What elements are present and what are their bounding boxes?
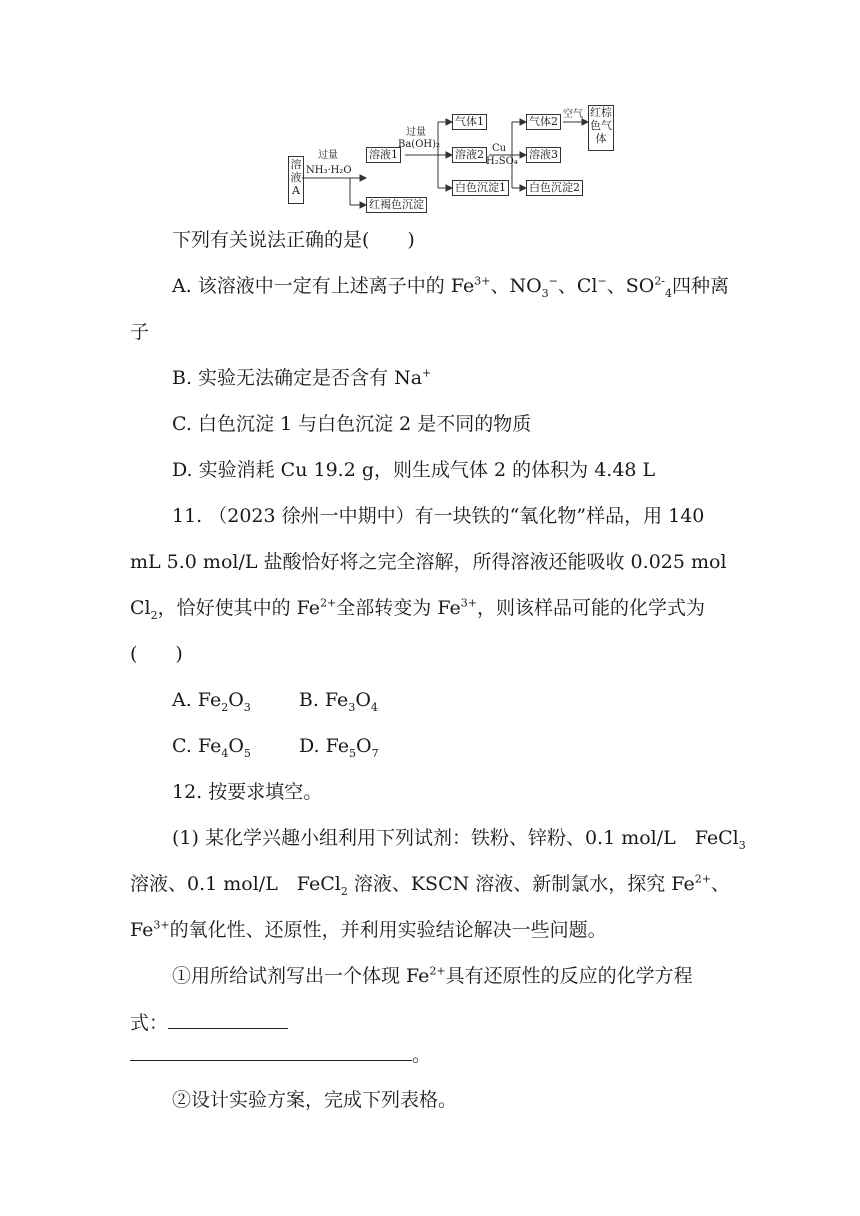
q10-option-c: C. 白色沉淀 1 与白色沉淀 2 是不同的物质	[172, 413, 532, 435]
q11-option-c: C. $Fe_4O_5$	[172, 735, 251, 760]
q11-line1: 11. （2023 徐州一中期中）有一块铁的“氧化物”样品，用 140	[172, 505, 705, 527]
gas1-box: 气体1	[452, 114, 487, 130]
q12-subq2: ②设计实验方案，完成下列表格。	[172, 1089, 458, 1111]
q12-part1-line2: 溶液、0.1 mol/L FeCl$_2$ 溶液、KSCN 溶液、新制氯水，探究 $Fe^{2+}$、	[130, 872, 730, 898]
reagent3-top-label: Cu	[492, 143, 507, 154]
answer-blank-1[interactable]	[168, 1010, 288, 1029]
reagent3-bottom-label: H₂SO₄	[486, 156, 518, 167]
q11-options-cd	[172, 734, 379, 758]
q12-subq1: ①用所给试剂写出一个体现 $Fe^{2+}$具有还原性的反应的化学方程	[172, 964, 693, 987]
solution-a-label: 溶液A	[290, 158, 302, 197]
solution1-box: 溶液1	[366, 147, 401, 163]
q12-subq1-answer-line2: 。	[130, 1042, 431, 1067]
gas2-box: 气体2	[526, 114, 561, 130]
q10-option-b: B. 实验无法确定是否含有 Na+	[172, 366, 432, 389]
q11-answer-paren: ( )	[130, 643, 183, 665]
red-brown-gas-label: 红棕色气体	[590, 106, 612, 145]
reagent1-bottom-label: NH₃·H₂O	[306, 165, 352, 176]
q11-line2: mL 5.0 mol/L 盐酸恰好将之完全溶解，所得溶液还能吸收 0.025 mol	[130, 551, 727, 573]
answer-blank-2[interactable]	[130, 1042, 412, 1061]
q11-options-ab	[172, 688, 378, 712]
q12-title: 12. 按要求填空。	[172, 781, 323, 803]
q11-line3: $Cl_2$，恰好使其中的 $Fe^{2+}$全部转变为 $Fe^{3+}$，则该样品可能的化学式为	[130, 596, 705, 622]
white-precipitate1-box: 白色沉淀1	[452, 180, 509, 196]
reagent2-top-label: 过量	[406, 127, 426, 138]
q11-option-a: A. $Fe_2O_3$	[172, 689, 251, 714]
white-precipitate2-box: 白色沉淀2	[526, 180, 583, 196]
red-precipitate-box: 红褐色沉淀	[366, 197, 427, 213]
solution-a-box	[288, 156, 304, 204]
q12-part1-line1: (1) 某化学兴趣小组利用下列试剂：铁粉、锌粉、0.1 mol/L FeCl$_3$	[172, 827, 746, 852]
air-label: 空气	[563, 109, 583, 120]
experiment-flow-diagram	[280, 100, 620, 220]
reagent2-bottom-label: Ba(OH)₂	[398, 139, 441, 150]
q12-subq1-answer-line1: 式：	[130, 1010, 288, 1035]
q10-stem: 下列有关说法正确的是( )	[172, 229, 415, 251]
reagent1-top-label: 过量	[318, 150, 338, 161]
solution3-box: 溶液3	[526, 147, 561, 163]
q11-option-d: D. $Fe_5O_7$	[299, 735, 379, 760]
solution2-box: 溶液2	[452, 147, 487, 163]
q10-option-d: D. 实验消耗 Cu 19.2 g，则生成气体 2 的体积为 4.48 L	[172, 459, 656, 481]
red-brown-gas-box	[588, 105, 614, 151]
q11-option-b: B. $Fe_3O_4$	[298, 689, 378, 714]
q10-option-a-cont: 子	[130, 321, 150, 343]
q12-part1-line3: $Fe^{3+}$的氧化性、还原性，并利用实验结论解决一些问题。	[130, 918, 607, 941]
q10-option-a: A. 该溶液中一定有上述离子中的 $Fe^{3+}$、$NO_3^-$、Cl−、$SO^{2-}_4$四种离	[172, 274, 730, 300]
